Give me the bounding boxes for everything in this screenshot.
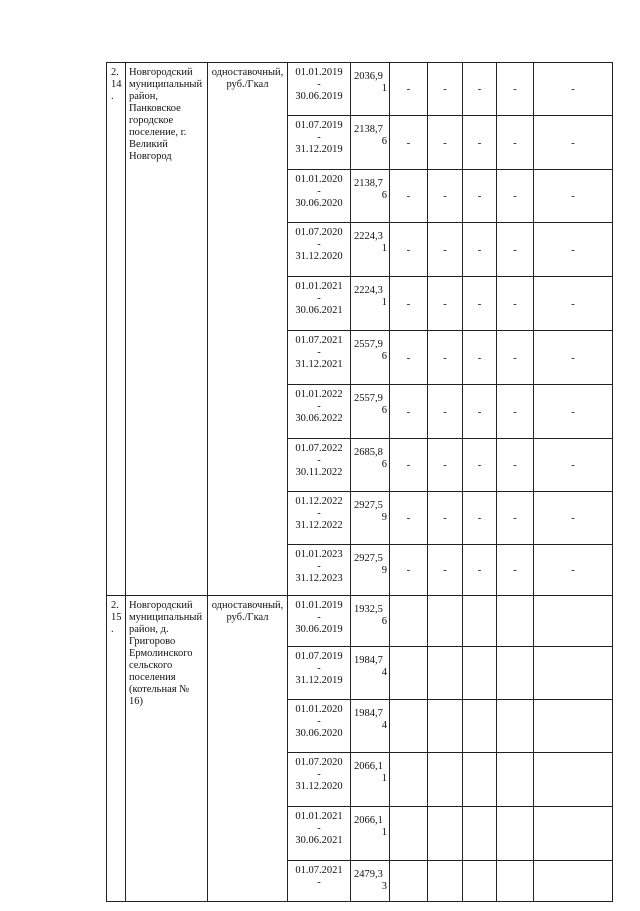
- value-cell-text: -: [406, 512, 411, 524]
- value-cell-text: -: [406, 83, 411, 95]
- price-value-wrap: 1: [381, 773, 387, 784]
- value-cell: [390, 63, 428, 116]
- area-line: Григорово: [129, 636, 176, 647]
- period-from: 01.01.2022: [295, 389, 343, 400]
- period-sep: -: [317, 716, 321, 727]
- period-to: 30.06.2022: [295, 413, 343, 424]
- item-number: [107, 63, 126, 596]
- value-cell-text: -: [406, 297, 411, 310]
- period-to: 30.06.2019: [295, 624, 343, 635]
- value-cell-text: -: [406, 405, 411, 418]
- area-line: муниципальный: [129, 79, 203, 90]
- value-cell-text: -: [477, 405, 482, 418]
- period-to: 30.06.2020: [295, 198, 343, 209]
- value-cell: [390, 277, 428, 331]
- area-line: Новгород: [129, 151, 172, 162]
- value-cell: [390, 753, 428, 807]
- value-cell: [428, 753, 463, 807]
- item-number-line: 15: [111, 612, 122, 623]
- area-line: Новгородский: [129, 67, 193, 78]
- value-cell: [534, 545, 613, 596]
- item-number-line: .: [111, 624, 114, 635]
- value-cell: [497, 439, 534, 492]
- value-cell: [428, 223, 463, 277]
- value-cell-text: -: [477, 564, 482, 576]
- value-cell: [390, 439, 428, 492]
- area-line: Великий: [129, 139, 168, 150]
- value-cell: [463, 277, 497, 331]
- area-line: городское: [129, 115, 174, 126]
- period-to: 31.12.2020: [295, 781, 343, 792]
- value-cell-text: -: [406, 190, 411, 202]
- period-sep: -: [317, 347, 321, 358]
- table-row: [107, 63, 613, 116]
- value-cell: [390, 223, 428, 277]
- value-cell: [497, 647, 534, 700]
- period-cell: [288, 647, 351, 700]
- period-from: 01.07.2021: [295, 335, 343, 346]
- price-cell: [351, 170, 390, 223]
- price-cell: [351, 439, 390, 492]
- value-cell: [428, 700, 463, 753]
- value-cell-text: -: [443, 459, 447, 471]
- value-cell-text: -: [571, 297, 575, 310]
- period-sep: -: [317, 612, 321, 623]
- price-value-wrap: 6: [381, 190, 387, 201]
- value-cell: [463, 861, 497, 902]
- period-cell: [288, 807, 351, 861]
- value-cell-text: -: [477, 243, 482, 256]
- value-cell: [497, 63, 534, 116]
- value-cell: [428, 596, 463, 647]
- value-cell: [463, 385, 497, 439]
- value-cell: [534, 807, 613, 861]
- value-cell: [428, 545, 463, 596]
- price-value-wrap: 9: [381, 512, 387, 523]
- area-line: район,: [129, 91, 159, 102]
- unit-line: руб./Гкал: [226, 612, 269, 623]
- value-cell-text: -: [477, 83, 482, 95]
- price-value-wrap: 3: [381, 881, 387, 892]
- value-cell-text: -: [513, 136, 517, 149]
- period-sep: -: [317, 401, 321, 412]
- value-cell-text: -: [513, 351, 517, 364]
- period-to: 30.06.2021: [295, 305, 343, 316]
- price-value: 1984,7: [354, 708, 383, 719]
- value-cell: [534, 170, 613, 223]
- value-cell: [534, 439, 613, 492]
- value-cell-text: -: [477, 190, 482, 202]
- value-cell-text: -: [571, 351, 575, 364]
- value-cell: [463, 223, 497, 277]
- period-from: 01.01.2021: [295, 281, 343, 292]
- area-line: Панковское: [129, 103, 181, 114]
- value-cell: [463, 116, 497, 170]
- value-cell: [390, 385, 428, 439]
- value-cell-text: -: [406, 243, 411, 256]
- period-cell: [288, 596, 351, 647]
- value-cell: [534, 492, 613, 545]
- value-cell: [497, 596, 534, 647]
- price-value-wrap: 6: [381, 405, 387, 416]
- value-cell: [497, 116, 534, 170]
- period-from: 01.01.2020: [295, 174, 343, 185]
- price-cell: [351, 223, 390, 277]
- price-cell: [351, 700, 390, 753]
- price-cell: [351, 63, 390, 116]
- value-cell: [497, 385, 534, 439]
- period-to: 31.12.2019: [295, 675, 343, 686]
- value-cell-text: -: [443, 297, 447, 310]
- period-cell: [288, 63, 351, 116]
- value-cell-text: -: [406, 564, 411, 576]
- price-cell: [351, 331, 390, 385]
- value-cell: [497, 170, 534, 223]
- value-cell-text: -: [477, 351, 482, 364]
- value-cell: [390, 545, 428, 596]
- period-from: 01.01.2023: [295, 549, 343, 560]
- value-cell: [428, 331, 463, 385]
- price-value: 2224,3: [354, 231, 383, 242]
- value-cell-text: -: [571, 405, 575, 418]
- period-to: 30.06.2021: [295, 835, 343, 846]
- price-value: 1984,7: [354, 655, 383, 666]
- value-cell: [463, 439, 497, 492]
- item-number-line: 14: [111, 79, 122, 90]
- value-cell-text: -: [443, 243, 447, 256]
- period-from: 01.07.2019: [295, 651, 343, 662]
- value-cell: [463, 596, 497, 647]
- value-cell: [390, 861, 428, 902]
- value-cell-text: -: [571, 190, 575, 202]
- value-cell: [463, 170, 497, 223]
- value-cell: [463, 700, 497, 753]
- value-cell-text: -: [443, 83, 447, 95]
- value-cell: [428, 439, 463, 492]
- period-cell: [288, 861, 351, 902]
- value-cell-text: -: [477, 459, 482, 471]
- value-cell: [497, 807, 534, 861]
- value-cell-text: -: [406, 459, 411, 471]
- price-value-wrap: 1: [381, 827, 387, 838]
- area-line: Новгородский: [129, 600, 193, 611]
- price-cell: [351, 116, 390, 170]
- value-cell-text: -: [513, 512, 517, 524]
- value-cell: [463, 63, 497, 116]
- period-cell: [288, 223, 351, 277]
- value-cell-text: -: [513, 564, 517, 576]
- price-cell: [351, 596, 390, 647]
- period-cell: [288, 170, 351, 223]
- period-to: 30.06.2020: [295, 728, 343, 739]
- period-sep: -: [317, 186, 321, 197]
- price-cell: [351, 277, 390, 331]
- price-value-wrap: 6: [381, 616, 387, 627]
- period-to: 31.12.2019: [295, 144, 343, 155]
- value-cell: [463, 545, 497, 596]
- period-sep: -: [317, 239, 321, 250]
- value-cell-text: -: [406, 351, 411, 364]
- price-cell: [351, 753, 390, 807]
- value-cell: [534, 753, 613, 807]
- value-cell: [534, 647, 613, 700]
- period-sep: -: [317, 293, 321, 304]
- price-value-wrap: 4: [381, 667, 387, 678]
- price-value: 2685,8: [354, 447, 383, 458]
- period-cell: [288, 331, 351, 385]
- period-from: 01.12.2022: [295, 496, 343, 507]
- period-to: 30.11.2022: [295, 467, 343, 478]
- price-value: 2138,7: [354, 178, 383, 189]
- value-cell: [390, 331, 428, 385]
- period-from: 01.01.2021: [295, 811, 343, 822]
- value-cell: [534, 277, 613, 331]
- value-cell: [428, 385, 463, 439]
- value-cell: [534, 223, 613, 277]
- price-value-wrap: 1: [381, 297, 387, 308]
- period-sep: -: [317, 455, 321, 466]
- price-cell: [351, 807, 390, 861]
- period-from: 01.01.2019: [295, 600, 343, 611]
- period-sep: -: [317, 561, 321, 572]
- price-value: 2557,9: [354, 393, 383, 404]
- price-cell: [351, 492, 390, 545]
- value-cell: [534, 596, 613, 647]
- value-cell: [428, 492, 463, 545]
- value-cell: [497, 545, 534, 596]
- value-cell-text: -: [443, 136, 447, 149]
- value-cell: [390, 596, 428, 647]
- value-cell-text: -: [443, 351, 447, 364]
- value-cell: [497, 223, 534, 277]
- period-cell: [288, 116, 351, 170]
- table-row: [107, 596, 613, 647]
- area-line: 16): [129, 696, 143, 707]
- price-cell: [351, 647, 390, 700]
- tariff-table: [106, 62, 613, 902]
- period-sep: -: [317, 132, 321, 143]
- value-cell: [497, 700, 534, 753]
- value-cell: [534, 861, 613, 902]
- unit-line: одноставочный,: [211, 600, 284, 611]
- period-to: 30.06.2019: [295, 91, 343, 102]
- value-cell: [497, 492, 534, 545]
- value-cell-text: -: [513, 459, 517, 471]
- price-value-wrap: 6: [381, 351, 387, 362]
- value-cell: [428, 647, 463, 700]
- tariff-unit: [208, 63, 288, 596]
- period-from: 01.07.2021: [295, 865, 343, 876]
- item-number-line: 2.: [111, 600, 119, 611]
- area-line: (котельная №: [129, 684, 190, 695]
- value-cell-text: -: [513, 190, 517, 202]
- price-value: 2036,9: [354, 71, 383, 82]
- value-cell-text: -: [571, 243, 575, 256]
- price-value: 2479,3: [354, 869, 383, 880]
- value-cell: [428, 170, 463, 223]
- value-cell: [534, 385, 613, 439]
- value-cell: [390, 647, 428, 700]
- value-cell: [534, 116, 613, 170]
- value-cell: [390, 170, 428, 223]
- value-cell-text: -: [513, 297, 517, 310]
- value-cell-text: -: [443, 512, 447, 524]
- price-cell: [351, 861, 390, 902]
- value-cell-text: -: [513, 83, 517, 95]
- value-cell-text: -: [571, 459, 575, 471]
- period-from: 01.07.2020: [295, 227, 343, 238]
- period-sep: -: [317, 877, 321, 888]
- value-cell-text: -: [571, 83, 575, 95]
- period-from: 01.07.2019: [295, 120, 343, 131]
- value-cell: [463, 807, 497, 861]
- period-sep: -: [317, 823, 321, 834]
- value-cell: [463, 492, 497, 545]
- area-description: [126, 63, 208, 596]
- value-cell: [390, 807, 428, 861]
- value-cell: [463, 753, 497, 807]
- value-cell: [390, 492, 428, 545]
- value-cell-text: -: [513, 405, 517, 418]
- value-cell-text: -: [406, 136, 411, 149]
- period-from: 01.07.2022: [295, 443, 343, 454]
- value-cell: [463, 331, 497, 385]
- price-value-wrap: 6: [381, 136, 387, 147]
- item-number: [107, 596, 126, 902]
- unit-line: одноставочный,: [211, 67, 284, 78]
- period-cell: [288, 277, 351, 331]
- value-cell-text: -: [477, 512, 482, 524]
- value-cell: [463, 647, 497, 700]
- price-value-wrap: 1: [381, 83, 387, 94]
- value-cell: [428, 116, 463, 170]
- value-cell: [497, 861, 534, 902]
- price-value: 2066,1: [354, 761, 383, 772]
- area-line: поселение, г.: [129, 127, 187, 138]
- period-sep: -: [317, 508, 321, 519]
- period-from: 01.01.2020: [295, 704, 343, 715]
- period-cell: [288, 700, 351, 753]
- period-from: 01.07.2020: [295, 757, 343, 768]
- value-cell: [497, 277, 534, 331]
- period-cell: [288, 753, 351, 807]
- item-number-line: 2.: [111, 67, 119, 78]
- period-to: 31.12.2020: [295, 251, 343, 262]
- period-cell: [288, 545, 351, 596]
- area-line: Ермолинского: [129, 648, 193, 659]
- value-cell-text: -: [443, 190, 447, 202]
- value-cell-text: -: [477, 136, 482, 149]
- value-cell: [428, 63, 463, 116]
- period-to: 31.12.2021: [295, 359, 343, 370]
- period-to: 31.12.2022: [295, 520, 343, 531]
- period-to: 31.12.2023: [295, 573, 343, 584]
- value-cell-text: -: [571, 564, 575, 576]
- price-value-wrap: 9: [381, 565, 387, 576]
- area-line: поселения: [129, 672, 176, 683]
- value-cell: [428, 277, 463, 331]
- value-cell: [497, 331, 534, 385]
- price-value: 2927,5: [354, 500, 383, 511]
- value-cell-text: -: [443, 405, 447, 418]
- period-sep: -: [317, 79, 321, 90]
- price-value: 2224,3: [354, 285, 383, 296]
- price-value: 2138,7: [354, 124, 383, 135]
- price-cell: [351, 545, 390, 596]
- price-value: 2557,9: [354, 339, 383, 350]
- tariff-unit: [208, 596, 288, 902]
- value-cell-text: -: [477, 297, 482, 310]
- value-cell: [390, 116, 428, 170]
- value-cell: [428, 807, 463, 861]
- value-cell: [428, 861, 463, 902]
- value-cell-text: -: [571, 136, 575, 149]
- area-line: муниципальный: [129, 612, 203, 623]
- price-cell: [351, 385, 390, 439]
- tariff-table-body: [107, 63, 613, 902]
- price-value: 2066,1: [354, 815, 383, 826]
- price-value: 1932,5: [354, 604, 383, 615]
- value-cell: [497, 753, 534, 807]
- value-cell-text: -: [513, 243, 517, 256]
- period-cell: [288, 385, 351, 439]
- price-value-wrap: 6: [381, 459, 387, 470]
- value-cell: [534, 700, 613, 753]
- period-sep: -: [317, 769, 321, 780]
- item-number-line: .: [111, 91, 114, 102]
- unit-line: руб./Гкал: [226, 79, 269, 90]
- area-line: район, д.: [129, 624, 169, 635]
- value-cell-text: -: [571, 512, 575, 524]
- period-sep: -: [317, 663, 321, 674]
- price-value-wrap: 1: [381, 243, 387, 254]
- value-cell: [534, 63, 613, 116]
- period-cell: [288, 492, 351, 545]
- price-value-wrap: 4: [381, 720, 387, 731]
- area-line: сельского: [129, 660, 173, 671]
- period-cell: [288, 439, 351, 492]
- area-description: [126, 596, 208, 902]
- value-cell: [390, 700, 428, 753]
- value-cell: [534, 331, 613, 385]
- value-cell-text: -: [443, 564, 447, 576]
- period-from: 01.01.2019: [295, 67, 343, 78]
- price-value: 2927,5: [354, 553, 383, 564]
